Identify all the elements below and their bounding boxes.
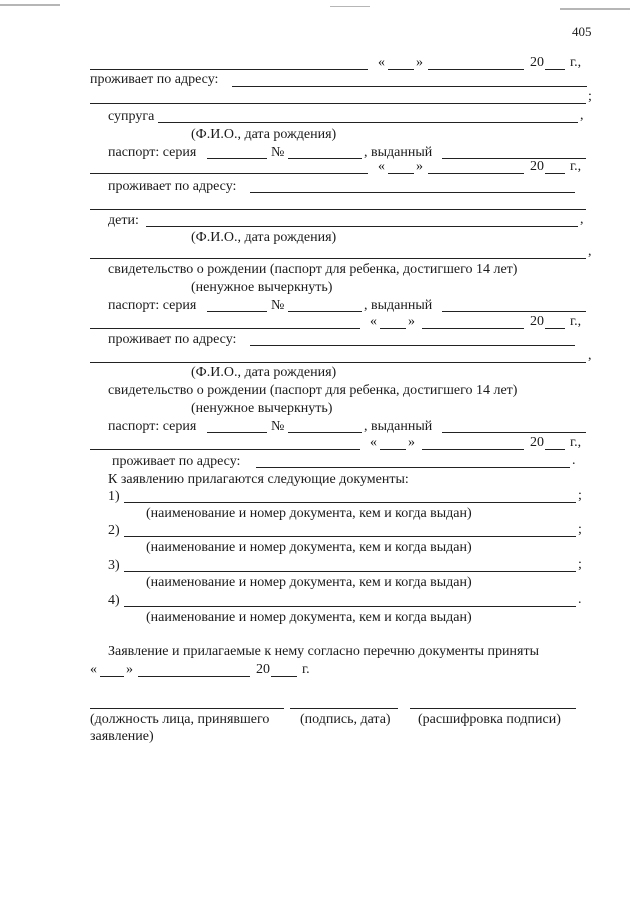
address-label: проживает по адресу: xyxy=(112,454,241,469)
period: . xyxy=(578,592,582,607)
blank-month xyxy=(422,449,524,450)
address-label: проживает по адресу: xyxy=(108,179,237,194)
quote-right: » xyxy=(416,159,423,174)
blank-number xyxy=(288,158,362,159)
doc-4-label: 4) xyxy=(108,593,120,608)
birth-certificate-label: свидетельство о рождении (паспорт для ребенка, достигшего 14 лет) xyxy=(108,383,518,398)
quote-right: » xyxy=(408,314,415,329)
quote-left: « xyxy=(370,314,377,329)
fio-caption: (Ф.И.О., дата рождения) xyxy=(191,365,337,380)
scan-artifact xyxy=(0,4,60,6)
comma: , xyxy=(588,244,592,259)
doc-caption: (наименование и номер документа, кем и когда выдан) xyxy=(146,575,472,590)
blank-line xyxy=(90,69,368,70)
blank-year xyxy=(545,173,565,174)
decoding-caption: (расшифровка подписи) xyxy=(418,712,561,727)
blank-month xyxy=(138,676,250,677)
doc-caption: (наименование и номер документа, кем и когда выдан) xyxy=(146,610,472,625)
year-suffix: г., xyxy=(570,435,582,450)
semicolon: ; xyxy=(588,89,592,104)
blank-line xyxy=(442,432,586,433)
semicolon: ; xyxy=(578,557,582,572)
issued-label: , выданный xyxy=(364,298,433,313)
quote-right: » xyxy=(416,55,423,70)
doc-2-label: 2) xyxy=(108,523,120,538)
number-sign: № xyxy=(271,298,285,313)
address-label: проживает по адресу: xyxy=(108,332,237,347)
year-suffix-period: г. xyxy=(302,662,310,677)
blank-line xyxy=(232,86,587,87)
blank-day xyxy=(388,69,414,70)
blank-line xyxy=(90,103,586,104)
blank-year xyxy=(271,676,297,677)
number-sign: № xyxy=(271,419,285,434)
period: . xyxy=(572,453,576,468)
blank-line xyxy=(90,209,586,210)
blank-year xyxy=(545,328,565,329)
quote-left: « xyxy=(378,159,385,174)
children-label: дети: xyxy=(108,213,139,228)
quote-left: « xyxy=(378,55,385,70)
page-number: 405 xyxy=(572,24,592,39)
blank-line xyxy=(146,226,578,227)
comma: , xyxy=(580,212,584,227)
position-line xyxy=(90,708,284,709)
address-label: проживает по адресу: xyxy=(90,72,219,87)
blank-line xyxy=(90,258,586,259)
year-prefix: 20 xyxy=(256,662,270,677)
signature-line xyxy=(290,708,398,709)
year-prefix: 20 xyxy=(530,159,544,174)
issued-label: , выданный xyxy=(364,419,433,434)
semicolon: ; xyxy=(578,522,582,537)
passport-series-label: паспорт: серия xyxy=(108,419,197,434)
attachments-heading: К заявлению прилагаются следующие документы: xyxy=(108,472,409,487)
scan-artifact xyxy=(330,6,370,7)
quote-left: « xyxy=(90,662,97,677)
doc-caption: (наименование и номер документа, кем и когда выдан) xyxy=(146,506,472,521)
passport-series-label: паспорт: серия xyxy=(108,298,197,313)
blank-line xyxy=(124,571,576,572)
blank-series xyxy=(207,311,267,312)
doc-3-label: 3) xyxy=(108,558,120,573)
blank-series xyxy=(207,432,267,433)
doc-1-label: 1) xyxy=(108,489,120,504)
blank-day xyxy=(100,676,124,677)
blank-line xyxy=(90,328,360,329)
blank-month xyxy=(422,328,524,329)
scan-artifact xyxy=(560,8,630,10)
blank-month xyxy=(428,173,524,174)
spouse-label: супруга xyxy=(108,109,155,124)
year-suffix: г., xyxy=(570,159,582,174)
position-caption-continued: заявление) xyxy=(90,729,154,744)
quote-right: » xyxy=(408,435,415,450)
year-prefix: 20 xyxy=(530,314,544,329)
year-prefix: 20 xyxy=(530,55,544,70)
year-suffix: г., xyxy=(570,55,582,70)
blank-line xyxy=(158,122,578,123)
blank-series xyxy=(207,158,267,159)
blank-line xyxy=(250,192,575,193)
blank-day xyxy=(380,449,406,450)
blank-line xyxy=(256,467,570,468)
number-sign: № xyxy=(271,145,285,160)
accepted-statement: Заявление и прилагаемые к нему согласно перечню документы приняты xyxy=(108,644,539,659)
quote-right: » xyxy=(126,662,133,677)
fio-caption: (Ф.И.О., дата рождения) xyxy=(191,127,337,142)
blank-year xyxy=(545,449,565,450)
strike-unneeded-caption: (ненужное вычеркнуть) xyxy=(191,280,333,295)
comma: , xyxy=(580,108,584,123)
year-suffix: г., xyxy=(570,314,582,329)
signature-caption: (подпись, дата) xyxy=(300,712,391,727)
year-prefix: 20 xyxy=(530,435,544,450)
semicolon: ; xyxy=(578,488,582,503)
blank-day xyxy=(388,173,414,174)
blank-number xyxy=(288,432,362,433)
blank-line xyxy=(124,536,576,537)
doc-caption: (наименование и номер документа, кем и когда выдан) xyxy=(146,540,472,555)
blank-line xyxy=(250,345,575,346)
blank-year xyxy=(545,69,565,70)
passport-series-label: паспорт: серия xyxy=(108,145,197,160)
fio-caption: (Ф.И.О., дата рождения) xyxy=(191,230,337,245)
blank-line xyxy=(124,502,576,503)
issued-label: , выданный xyxy=(364,145,433,160)
blank-line xyxy=(442,158,586,159)
blank-line xyxy=(124,606,576,607)
strike-unneeded-caption: (ненужное вычеркнуть) xyxy=(191,401,333,416)
quote-left: « xyxy=(370,435,377,450)
blank-number xyxy=(288,311,362,312)
decoding-line xyxy=(410,708,576,709)
blank-month xyxy=(428,69,524,70)
blank-line xyxy=(442,311,586,312)
position-caption: (должность лица, принявшего xyxy=(90,712,270,727)
blank-line xyxy=(90,449,360,450)
blank-day xyxy=(380,328,406,329)
blank-line xyxy=(90,362,586,363)
comma: , xyxy=(588,348,592,363)
blank-line xyxy=(90,173,368,174)
birth-certificate-label: свидетельство о рождении (паспорт для ребенка, достигшего 14 лет) xyxy=(108,262,518,277)
